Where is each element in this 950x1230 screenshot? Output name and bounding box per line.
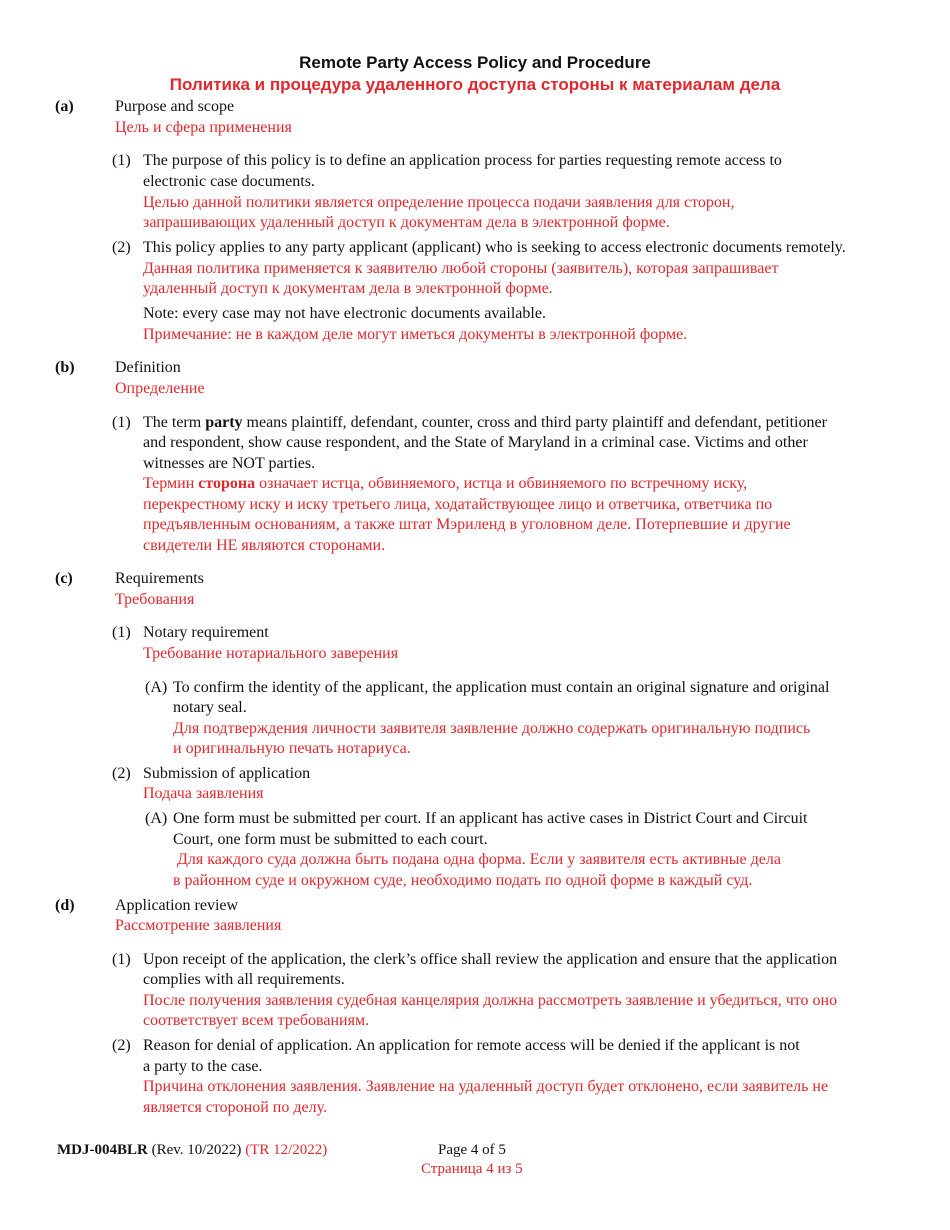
item-translation: перекрестному иску и иску третьего лица, ходатайствующее лицо и ответчика, ответчика по <box>143 496 773 513</box>
item-text: The term party means plaintiff, defendant, counter, cross and third party plaintiff and defendant, petitioner <box>143 414 827 431</box>
subitem-translation: Для подтверждения личности заявителя заявление должно содержать оригинальную подпись <box>173 720 811 737</box>
section-title: Application review <box>115 897 239 914</box>
item-translation: является стороной по делу. <box>143 1099 327 1116</box>
subitem-text: notary seal. <box>173 699 247 716</box>
section-title: Requirements <box>115 570 204 587</box>
item-translation: предъявленным основаниям, а также штат Мэриленд в уголовном деле. Потерпевшие и другие <box>143 516 791 533</box>
page-title: Remote Party Access Policy and Procedure <box>299 53 651 72</box>
subitem-text: One form must be submitted per court. If an applicant has active cases in District Court and Circuit <box>173 810 808 827</box>
subitem-translation: и оригинальную печать нотариуса. <box>173 740 411 757</box>
section-letter: (a) <box>55 98 74 115</box>
term-storona: сторона <box>198 475 256 492</box>
item-translation: Данная политика применяется к заявителю любой стороны (заявитель), которая запрашивает <box>143 260 779 277</box>
translation-revision: (TR 12/2022) <box>245 1142 328 1158</box>
item-translation: свидетели НЕ являются сторонами. <box>143 537 386 554</box>
subitem-text: Court, one form must be submitted to each court. <box>173 831 488 848</box>
subitem-letter: (A) <box>145 679 168 696</box>
item-title-translation: Требование нотариального заверения <box>143 645 399 662</box>
page-number-translation: Страница 4 из 5 <box>421 1161 523 1177</box>
item-translation: запрашивающих удаленный доступ к документам дела в электронной форме. <box>143 214 670 231</box>
item-title: Submission of application <box>143 765 311 782</box>
page-number: Page 4 of 5 <box>438 1142 506 1158</box>
item-translation: соответствует всем требованиям. <box>143 1012 370 1029</box>
item-number: (2) <box>112 765 131 782</box>
form-revision: (Rev. 10/2022) <box>147 1142 246 1158</box>
item-text: The purpose of this policy is to define an application process for parties requesting remote access to <box>143 152 782 169</box>
item-number: (2) <box>112 239 131 256</box>
item-text: a party to the case. <box>143 1058 263 1075</box>
item-text: electronic case documents. <box>143 173 315 190</box>
item-translation: Термин сторона означает истца, обвиняемого, истца и обвиняемого по встречному иску, <box>143 475 748 492</box>
term-party: party <box>205 414 243 431</box>
item-translation: Причина отклонения заявления. Заявление на удаленный доступ будет отклонено, если заявитель не <box>143 1078 829 1095</box>
item-number: (1) <box>112 951 131 968</box>
item-translation: Целью данной политики является определение процесса подачи заявления для сторон, <box>143 194 735 211</box>
page-title-translation: Политика и процедура удаленного доступа стороны к материалам дела <box>169 75 781 94</box>
note-translation: Примечание: не в каждом деле могут иметься документы в электронной форме. <box>143 326 688 343</box>
section-title: Definition <box>115 359 181 376</box>
section-title-translation: Рассмотрение заявления <box>115 917 282 934</box>
item-number: (1) <box>112 414 131 431</box>
item-number: (1) <box>112 624 131 641</box>
subitem-translation: в районном суде и окружном суде, необходимо подать по одной форме в каждый суд. <box>173 872 753 889</box>
item-translation: После получения заявления судебная канцелярия должна рассмотреть заявление и убедиться, что оно <box>143 992 838 1009</box>
form-id: MDJ-004BLR <box>57 1142 148 1158</box>
section-letter: (b) <box>55 359 75 376</box>
section-title-translation: Требования <box>115 591 195 608</box>
section-letter: (d) <box>55 897 75 914</box>
section-letter: (c) <box>55 570 73 587</box>
item-title: Notary requirement <box>143 624 269 641</box>
note-text: Note: every case may not have electronic documents available. <box>143 305 546 322</box>
subitem-letter: (A) <box>145 810 168 827</box>
item-text: complies with all requirements. <box>143 971 345 988</box>
item-text: Upon receipt of the application, the clerk’s office shall review the application and ensure that the application <box>143 951 838 968</box>
subitem-text: To confirm the identity of the applicant, the application must contain an original signature and original <box>173 679 830 696</box>
item-translation: удаленный доступ к документам дела в электронной форме. <box>143 280 553 297</box>
section-title-translation: Определение <box>115 380 205 397</box>
section-title: Purpose and scope <box>115 98 235 115</box>
item-number: (1) <box>112 152 131 169</box>
section-title-translation: Цель и сфера применения <box>115 119 292 136</box>
item-number: (2) <box>112 1037 131 1054</box>
item-text: and respondent, show cause respondent, and the State of Maryland in a criminal case. Victims and other <box>143 434 808 451</box>
item-text: This policy applies to any party applicant (applicant) who is seeking to access electronic documents remotely. <box>143 239 846 256</box>
item-text: witnesses are NOT parties. <box>143 455 316 472</box>
subitem-translation: Для каждого суда должна быть подана одна форма. Если у заявителя есть активные дела <box>177 851 781 868</box>
form-identifier <box>57 1140 327 1161</box>
item-text: Reason for denial of application. An application for remote access will be denied if the applicant is not <box>143 1037 800 1054</box>
item-title-translation: Подача заявления <box>143 785 264 802</box>
